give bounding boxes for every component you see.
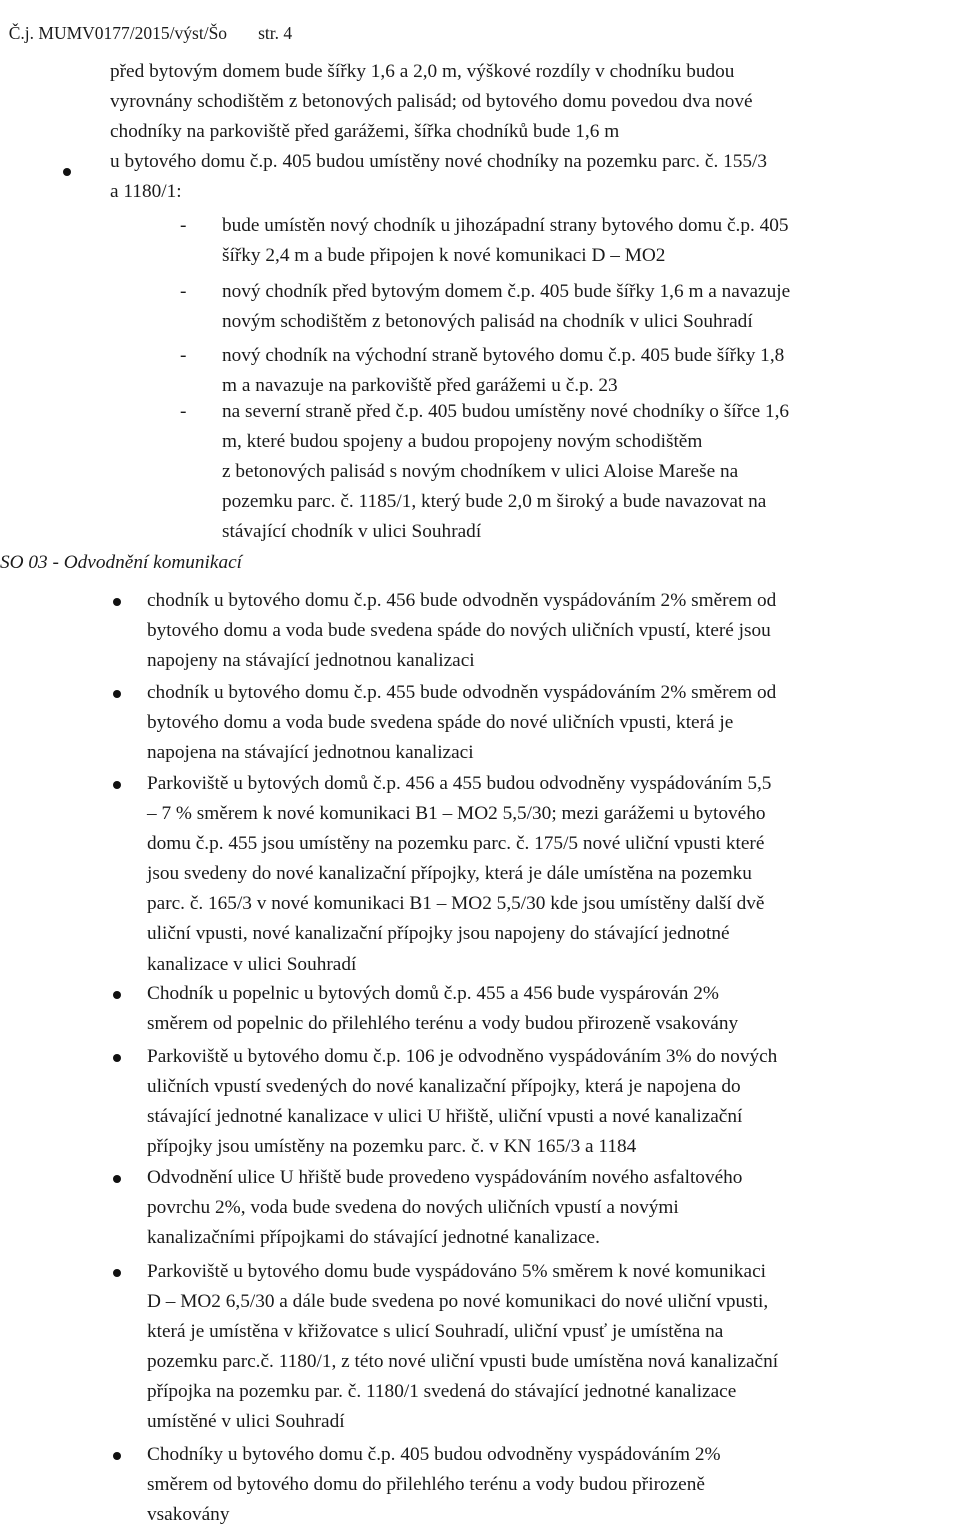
dash-item <box>180 341 960 401</box>
bullet-icon <box>113 991 121 999</box>
bullet-icon <box>113 1175 121 1183</box>
list-item: Parkoviště u bytových domů č.p. 456 a 455 budou odvodněny vyspádováním 5,5 – 7 % směrem k nové komunikaci B1 – MO2 5,5/30; mezi garážemi u bytového domu č.p. 455 jsou umístěny na pozemku parc. č. 175/5 nové uliční vpusti které jsou svedeny do nové kanalizační přípojky, která je dále umístěna na pozemku parc. č. 165/3 v nové komunikaci B1 – MO2 5,5/30 kde jsou umístěny další dvě uliční vpusti, nové kanalizační přípojky jsou napojeny do stávající jednotné kanalizace v ulici Souhradí <box>147 773 772 975</box>
bullet-item-405: u bytového domu č.p. 405 budou umístěny nové chodníky na pozemku parc. č. 155/3 a 1180/1: <box>110 151 768 203</box>
dash-marker: - <box>180 281 187 302</box>
dash-marker: - <box>180 345 187 366</box>
dash-item-text: nový chodník na východní straně bytového domu č.p. 405 bude šířky 1,8 m a navazuje na parkoviště před garážemi u č.p. 23 <box>222 345 785 397</box>
dash-item-text: nový chodník před bytovým domem č.p. 405 bude šířky 1,6 m a navazuje novým schodištěm z betonových palisád na chodník v ulici Souhradí <box>222 281 791 333</box>
list-item: Parkoviště u bytového domu bude vyspádováno 5% směrem k nové komunikaci D – MO2 6,5/30 a dále bude svedena po nové komunikaci do nové uliční vpusti, která je umístěna v křižovatce s ulicí Souhradí, uliční vpusť je umístěna na pozemku parc.č. 1180/1, z této nové uliční vpusti bude umístěna nová kanalizační přípojka na pozemku par. č. 1180/1 svedená do stávající jednotné kanalizace umístěné v ulici Souhradí <box>147 1261 779 1433</box>
list-item: Chodník u popelnic u bytových domů č.p. 455 a 456 bude vyspárován 2% směrem od popelnic do přilehlého terénu a vody budou přirozeně vsakovány <box>147 983 739 1035</box>
dash-item <box>180 397 960 547</box>
dash-item <box>180 277 960 337</box>
list-item: chodník u bytového domu č.p. 456 bude odvodněn vyspádováním 2% směrem od bytového domu a voda bude svedena spáde do nových uličních vpustí, které jsou napojeny na stávající jednotnou kanalizaci <box>147 590 777 672</box>
dash-item <box>180 211 960 271</box>
bullet-icon <box>113 598 121 606</box>
list-item: chodník u bytového domu č.p. 455 bude odvodněn vyspádováním 2% směrem od bytového domu a voda bude svedena spáde do nové uličních vpusti, která je napojena na stávající jednotnou kanalizaci <box>147 682 777 764</box>
page-header <box>0 0 293 43</box>
intro-paragraph: před bytovým domem bude šířky 1,6 a 2,0 m, výškové rozdíly v chodníku budou vyrovnány schodištěm z betonových palisád; od bytového domu povedou dva nové chodníky na parkoviště před garážemi, šířka chodníků bude 1,6 m <box>110 61 753 143</box>
bullet-icon <box>113 690 121 698</box>
section-heading: SO 03 - Odvodnění komunikací <box>0 552 243 573</box>
page-number: str. 4 <box>258 23 293 43</box>
bullet-icon <box>113 781 121 789</box>
list-item: Parkoviště u bytového domu č.p. 106 je odvodněno vyspádováním 3% do nových uličních vpustí svedených do nové kanalizační přípojky, která je napojena do stávající jednotné kanalizace v ulici U hřiště, uliční vpusti a nové kanalizační přípojky jsou umístěny na pozemku parc. č. v KN 165/3 a 1184 <box>147 1046 778 1158</box>
document-reference: Č.j. MUMV0177/2015/výst/Šo <box>8 23 228 43</box>
dash-marker: - <box>180 401 187 422</box>
bullet-icon <box>63 168 71 176</box>
list-item: Odvodnění ulice U hřiště bude provedeno vyspádováním nového asfaltového povrchu 2%, voda bude svedena do nových uličních vpustí a novými kanalizačními přípojkami do stávající jednotné kanalizace. <box>147 1167 743 1249</box>
dash-item-text: bude umístěn nový chodník u jihozápadní strany bytového domu č.p. 405 šířky 2,4 m a bude připojen k nové komunikaci D – MO2 <box>222 215 789 267</box>
dash-marker: - <box>180 215 187 236</box>
bullet-icon <box>113 1452 121 1460</box>
list-item: Chodníky u bytového domu č.p. 405 budou odvodněny vyspádováním 2% směrem od bytového domu do přilehlého terénu a vody budou přirozeně vsakovány <box>147 1444 721 1526</box>
bullet-icon <box>113 1269 121 1277</box>
bullet-icon <box>113 1054 121 1062</box>
dash-item-text: na severní straně před č.p. 405 budou umístěny nové chodníky o šířce 1,6 m, které budou spojeny a budou propojeny novým schodištěm z betonových palisád s novým chodníkem v ulici Aloise Mareše na pozemku parc. č. 1185/1, který bude 2,0 m široký a bude navazovat na stávající chodník v ulici Souhradí <box>222 401 790 543</box>
